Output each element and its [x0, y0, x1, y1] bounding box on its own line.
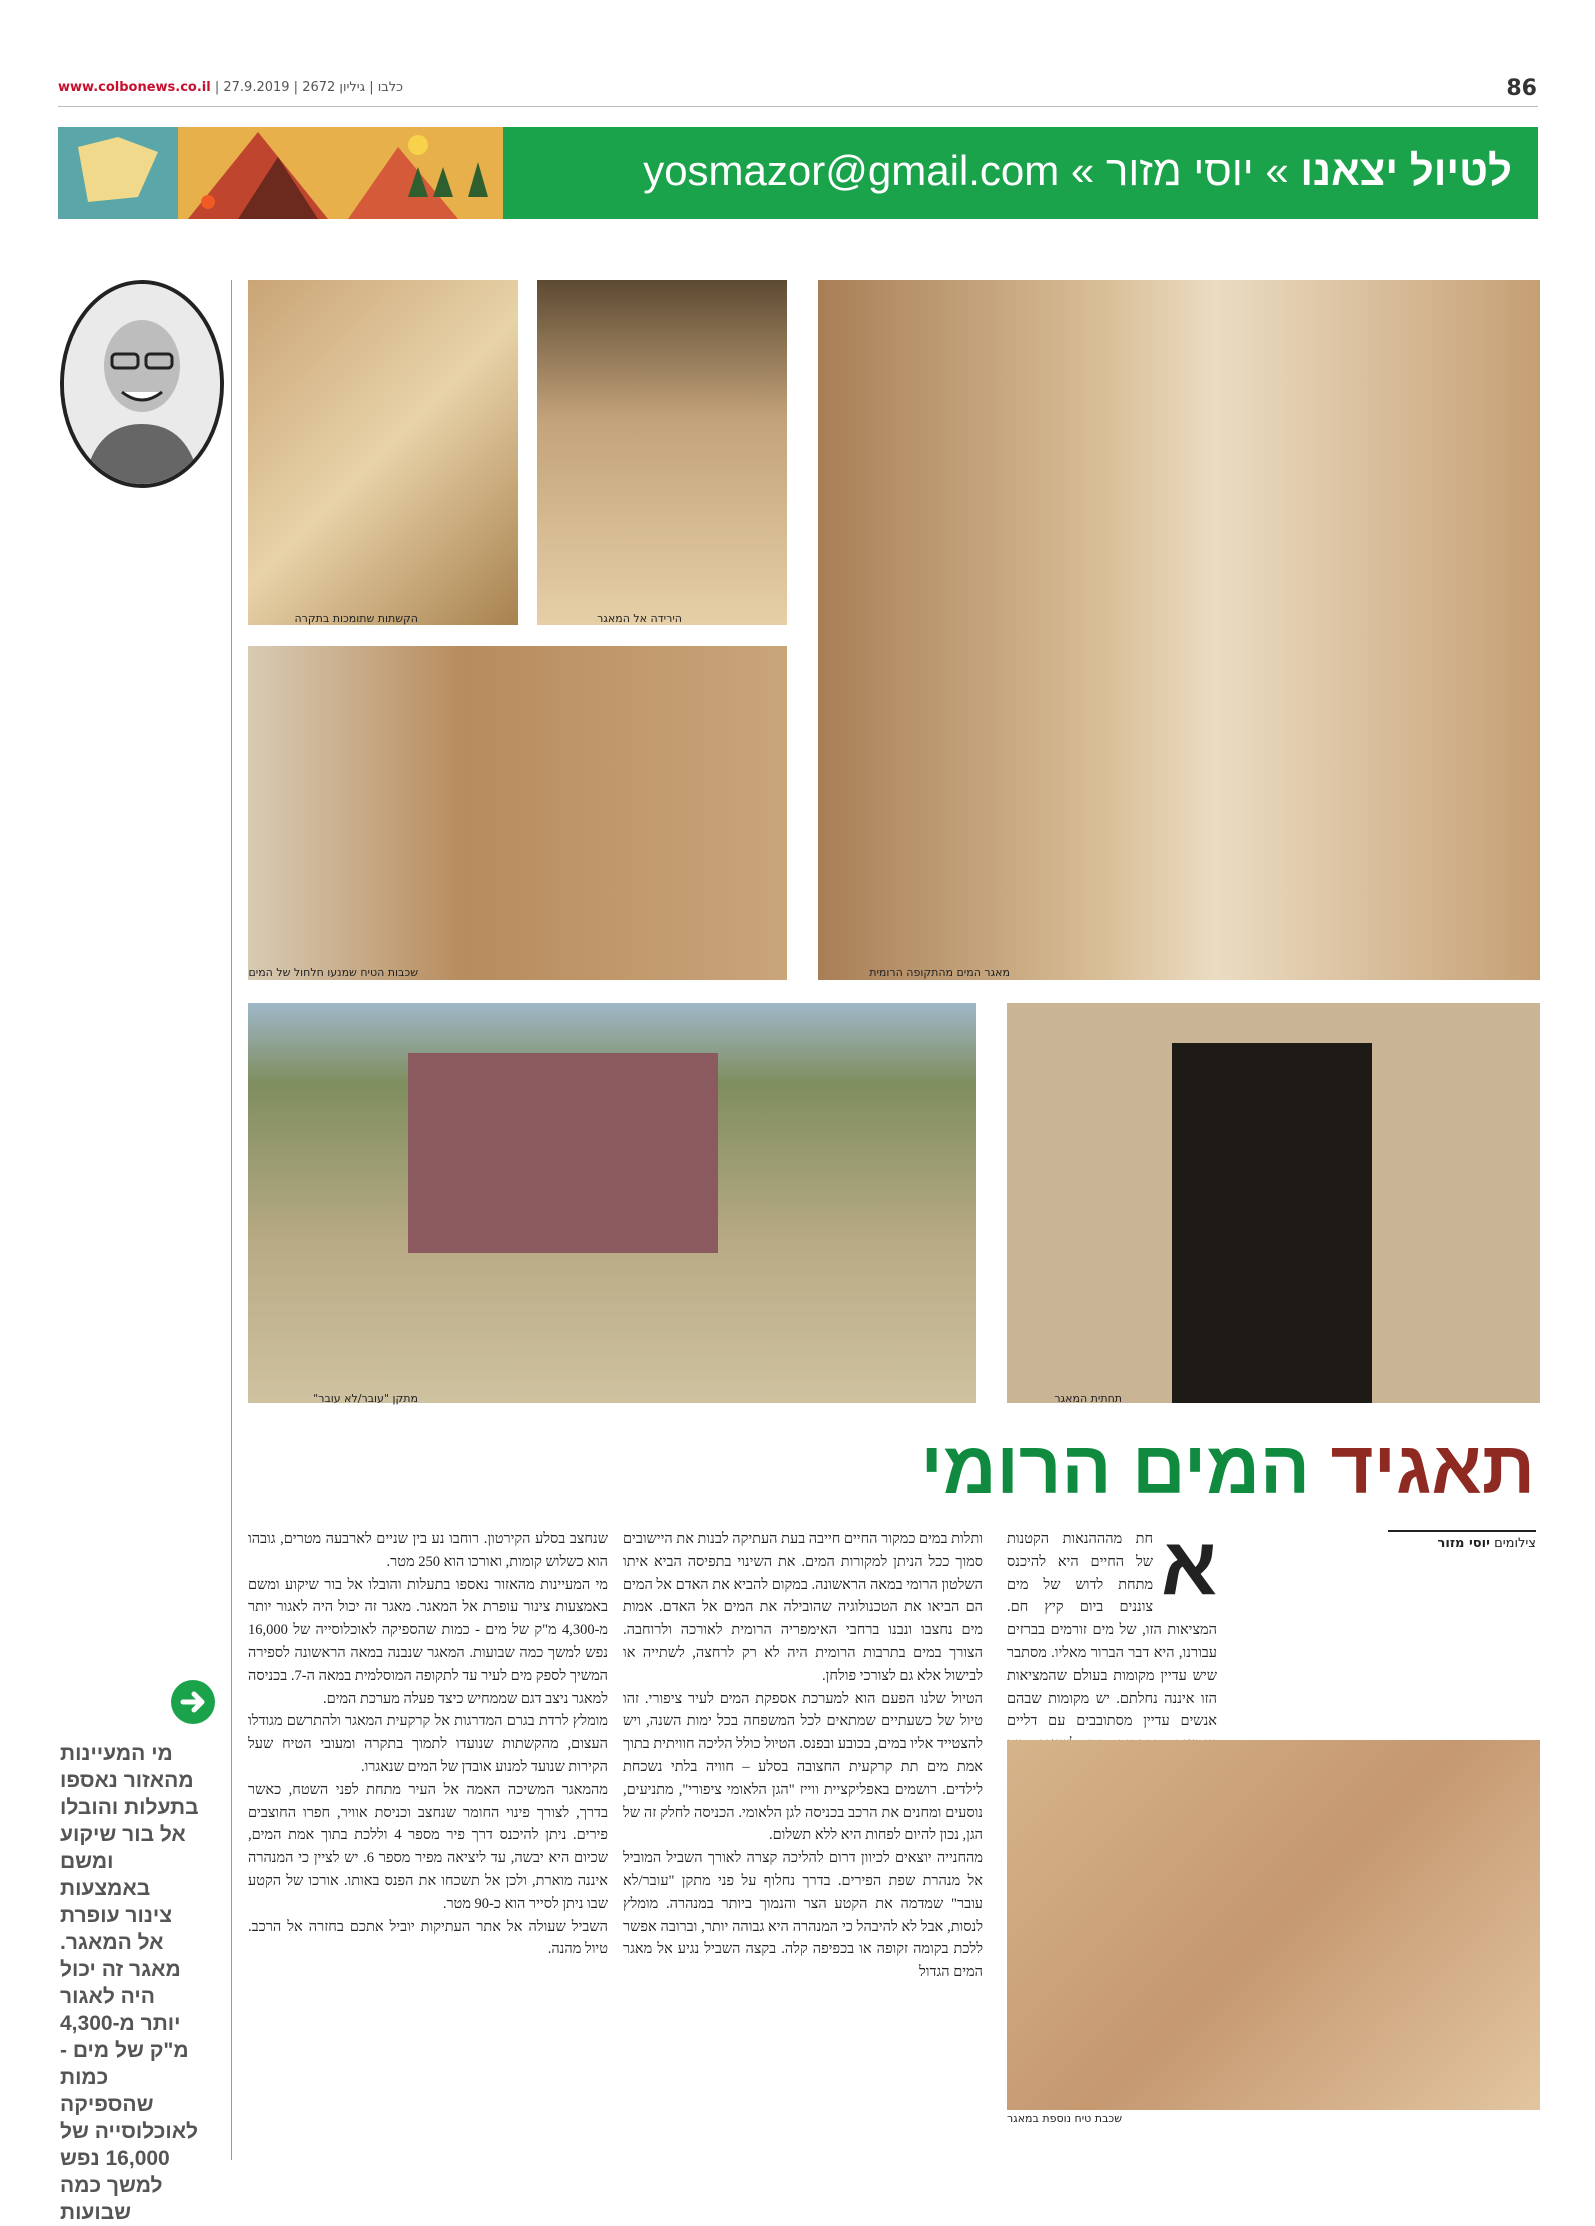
sidebar-rule	[231, 280, 232, 2160]
col1-text: חת מהההנאות הקטנות של החיים היא להיכנס מתחת לדוש של מים צוננים ביום קיץ חם. המציאות הזו, של מים זורמים בברזים עבורנו, היא דבר הברור מאליו. מסתבר שיש עדיין מקומות בעולם שהמציאות הזו איננה נחלתם. יש מקומות שבהם אנשים עדיין מסתובבים עם דליים	[1007, 1531, 1217, 1730]
site-url[interactable]: www.colbonews.co.il	[58, 80, 211, 95]
caption-stairs: הירידה אל המאגר	[597, 612, 682, 625]
author-avatar	[60, 280, 224, 488]
photo-plaster-layers	[248, 646, 787, 980]
col2-para-1: ותלות במים כמקור החיים חייבה בעת העתיקה לבנות את היישובים סמוך ככל הניתן למקורות המים. את השינוי בתפיסה הביא איתו השלטון הרומי במאה הראשונה. במקום להביא את האדם אל המים הם הביאו את הטכנולוגיה שהובילה את המים אל האדם. אמות מים נחצבו ונבנו ברחבי האימפריה הרומית לאורכה ולרוחבה. הצורך במים בתרבות הרומית היה לא רק לרחצה, לשתייה או לבישול אלא גם לצורכי פולחן.	[623, 1531, 983, 1684]
caption-tunnel-frame: מתקן "עובר/לא עובר"	[313, 1392, 418, 1405]
caption-arches: הקשתות שתומכות בתקרה	[294, 612, 418, 625]
page-number: 86	[1506, 76, 1537, 101]
credit-name: יוסי מזור	[1437, 1536, 1490, 1551]
sep-2: »	[1070, 147, 1095, 194]
issue-info: | כלבו | גיליון 2672 | 27.9.2019	[214, 80, 404, 95]
drop-cap: א	[1161, 1521, 1217, 1612]
col3-para-4: מהמאגר המשיכה האמה אל העיר מתחת לפני השטח, כאשר בדרך, לצורך פינוי החומר שנחצב וכניסת אוויר, חפרו החוצבים פירים. ניתן להיכנס דרך פיר מספר 4 וללכת בתוך אמת המים, שכיום היא יבשה, עד ליציאה מפיר מספר 6. יש לציין כי המנהרה איננה מוארת, ולכן אל תשכחו את הפנס באותו. אורכו של הקטע שבו ניתן לסייר הוא כ-90 מטר.	[248, 1781, 608, 1912]
site-header	[58, 80, 403, 95]
photo-plaster-extra	[1007, 1740, 1540, 2110]
photo-reservoir-bottom	[1007, 1003, 1540, 1403]
author-portrait	[64, 284, 220, 484]
photo-tunnel-frame	[248, 1003, 976, 1403]
caption-plaster-layers: שכבות הטיח שמנעו חלחול של המים	[248, 966, 418, 979]
article-headline	[921, 1425, 1536, 1510]
pull-quote: מי המעיינות מהאזור נאספו בתעלות והובלו אל בור שיקוע ומשם באמצעות צינור עופרת אל המאגר. מאגר זה יכול היה לאגור יותר מ-4,300 מ"ק של מים - כמות שהספיקה לאוכלוסייה של 16,000 נפש למשך כמה שבועות	[60, 1742, 199, 2224]
headline-word-1: תאגיד	[1330, 1426, 1535, 1509]
article-column-2	[623, 1528, 983, 2168]
photo-credit	[1388, 1530, 1536, 1551]
col3-para-2: מי המעיינות מהאזור נאספו בתעלות והובלו אל בור שיקוע ומשם באמצעות צינור עופרת אל המאגר. מאגר זה יכול היה לאגור יותר מ-4,300 מ"ק של מים - כמות שהספיקה לאוכלוסייה של 16,000 נפש למשך כמה שבועות. המאגר שנבנה במאה הראשונה לספירה המשיך לספק מים לעיר עד לתקופה המוסלמית במאה ה-7. בכניסה למאגר ניצב דגם שממחיש כיצד פעלה מערכת המים.	[248, 1576, 609, 1707]
frame-structure	[408, 1053, 718, 1253]
col2-para-3: מהחנייה יוצאים לכיוון דרום להליכה קצרה לאורך השביל המוביל אל מנהרת שפת הפירים. בדרך נחלוף על פני מתקן "עובר/לא עובר" שמדמה את הקטע הצר והנמוך ביותר במנהרה. מומלץ לנסות, אבל לא להיבהל כי המנהרה היא גבוהה יותר, וברובה אפשר ללכת בקומה זקופה או בכפיפה קלה. בקצה השביל נגיע אל מאגר המים הגדול	[623, 1850, 983, 1981]
article-column-1	[1007, 1521, 1217, 1730]
tunnel-opening	[1172, 1043, 1372, 1403]
caption-reservoir: מאגר המים מהתקופה הרומית	[869, 966, 1010, 979]
travel-illustration	[58, 127, 503, 219]
photo-reservoir	[818, 280, 1540, 980]
author-email[interactable]: yosmazor@gmail.com	[643, 147, 1060, 194]
banner-title	[643, 147, 1512, 195]
caption-plaster-extra: שכבת טיח נוספת במאגר	[1006, 2112, 1122, 2125]
article-column-3	[248, 1528, 608, 2168]
sep-1: »	[1265, 147, 1289, 194]
photo-stairs	[537, 280, 787, 625]
headline-word-2: המים הרומי	[920, 1426, 1310, 1509]
col3-para-5: השביל שעולה אל אתר העתיקות יוביל אתכם בחזרה אל הרכב. טיול מהנה.	[248, 1918, 608, 1958]
col3-para-3: מומלץ לרדת בגרם המדרגות אל קרקעית המאגר ולהתרשם מגודלו העצום, מהקשתות שנועדו לתמוך בתקרה ומעובי הטיח שעל הקירות שנועד למנוע אובדן של המים שנאגרו.	[248, 1713, 608, 1775]
section-banner	[58, 127, 1538, 219]
photo-arches	[248, 280, 518, 625]
col3-para-1: שנחצב בסלע הקירטון. רוחבו נע בין שניים לארבעה מטרים, גובהו הוא כשלוש קומות, ואורכו הוא 250 מטר.	[248, 1531, 608, 1570]
section-name: לטיול יצאנו	[1300, 147, 1512, 194]
caption-reservoir-bottom: תחתית המאגר	[1054, 1392, 1122, 1405]
arrow-right-icon	[171, 1680, 215, 1724]
header-divider	[58, 106, 1538, 107]
col2-para-2: הטיול שלנו הפעם הוא למערכת אספקת המים לעיר ציפורי. זהו טיול של כשעתיים שמתאים לכל המשפחה בכל ימות השנה, ויש להצטייד אליו במים, בכובע ובפנס. הטיול כולל הליכה חוויתית בתוך אמת מים תת קרקעית החצובה בסלע – חוויה בלתי נשכחת לילדים. רושמים באפליקציית ווייז "הגן הלאומי ציפורי", מתניעים, נוסעים ומחנים את הרכב בכניסה לגן הלאומי. הכניסה לחלק זה של הגן, נכון להיום לפחות היא ללא תשלום.	[623, 1690, 983, 1844]
credit-label: צילומים	[1494, 1536, 1536, 1551]
author-name: יוסי מזור	[1105, 147, 1254, 194]
